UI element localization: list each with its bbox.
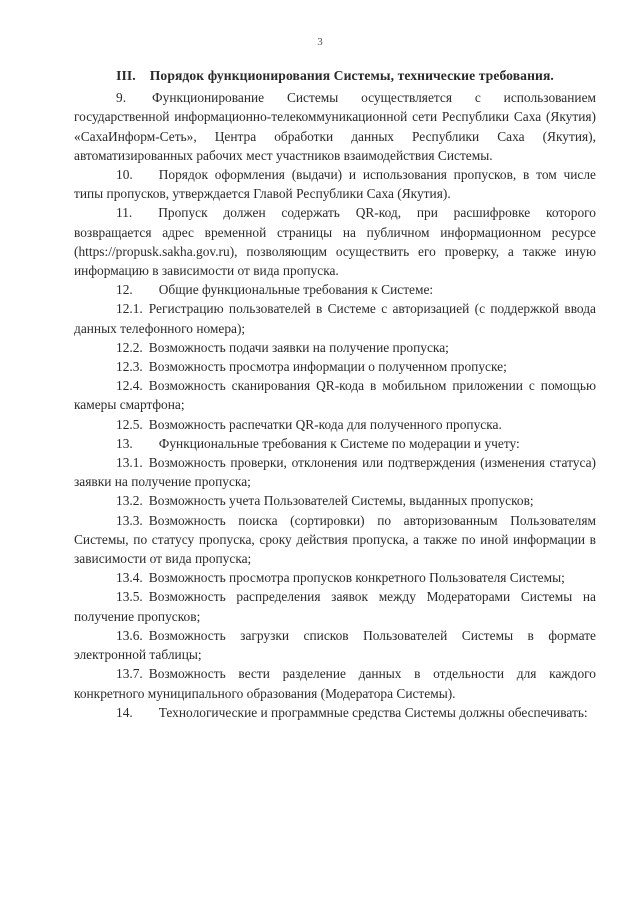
- paragraph-12-4: [74, 376, 596, 414]
- paragraph-number: 12.3.: [116, 359, 143, 375]
- section-title: Порядок функционирования Системы, технические требования.: [149, 68, 554, 83]
- paragraph-number: 13.: [116, 435, 133, 451]
- section-number: III.: [116, 68, 136, 83]
- paragraph-11: [74, 203, 596, 280]
- paragraph-number: 13.5.: [116, 589, 143, 605]
- paragraph-number: 12.4.: [116, 378, 143, 394]
- paragraph-number: 13.7.: [116, 666, 143, 682]
- paragraph-10: [74, 165, 596, 203]
- paragraph-14: [74, 703, 596, 722]
- paragraph-text: Возможность сканирования QR-кода в мобильном приложении с помощью камеры смартфона;: [74, 378, 596, 413]
- paragraph-13-6: [74, 626, 596, 664]
- paragraph-number: 12.5.: [116, 416, 143, 432]
- paragraph-number: 13.4.: [116, 570, 143, 586]
- paragraph-12-1: [74, 299, 596, 337]
- paragraph-13-3: [74, 511, 596, 569]
- paragraph-13-1: [74, 453, 596, 491]
- paragraph-12-3: [74, 357, 596, 376]
- paragraph-text: Возможность просмотра информации о полученном пропуске;: [148, 359, 507, 375]
- paragraph-text: Пропуск должен содержать QR-код, при расшифровке которого возвращается адрес временной страницы на публичном информационном ресурсе (https://propusk.sakha.gov.ru), позволяющим осуществить его проверку, а также иную информацию в зависимости от вида пропуска.: [74, 205, 596, 279]
- section-heading: [74, 66, 596, 85]
- paragraph-text: Порядок оформления (выдачи) и использования пропусков, в том числе типы пропусков, утверждается Главой Республики Саха (Якутия).: [74, 167, 596, 202]
- paragraph-number: 13.1.: [116, 455, 143, 471]
- paragraph-number: 12.2.: [116, 339, 143, 355]
- paragraph-text: Возможность просмотра пропусков конкретного Пользователя Системы;: [148, 570, 565, 586]
- paragraph-13: [74, 434, 596, 453]
- paragraph-9: [74, 88, 596, 165]
- paragraph-text: Общие функциональные требования к Системе:: [158, 282, 434, 298]
- page-number: 3: [317, 36, 323, 48]
- paragraph-12: [74, 280, 596, 299]
- paragraph-number: 13.3.: [116, 512, 143, 528]
- paragraph-text: Технологические и программные средства Системы должны обеспечивать:: [158, 704, 588, 720]
- paragraph-number: 11.: [116, 205, 133, 221]
- paragraph-text: Регистрацию пользователей в Системе с авторизацией (с поддержкой ввода данных телефонного номера);: [74, 301, 596, 336]
- paragraph-number: 13.6.: [116, 627, 143, 643]
- paragraph-text: Возможность подачи заявки на получение пропуска;: [148, 339, 449, 355]
- paragraph-text: Функционирование Системы осуществляется с использованием государственной информационно-телекоммуникационной сети Республики Саха (Якутия) «СахаИнформ-Сеть», Центра обработки данных Республики Саха (Якутия), автоматизированных рабочих мест участников взаимодействия Системы.: [74, 90, 596, 163]
- paragraph-number: 9.: [116, 90, 127, 106]
- paragraph-number: 13.2.: [116, 493, 143, 509]
- paragraph-12-2: [74, 338, 596, 357]
- paragraph-text: Возможность поиска (сортировки) по авторизованным Пользователям Системы, по статусу пропуска, сроку действия пропуска, а также по иной информации в зависимости от вида пропуска;: [74, 512, 596, 567]
- paragraph-number: 10.: [116, 167, 133, 183]
- paragraph-13-7: [74, 664, 596, 702]
- paragraph-text: Возможность проверки, отклонения или подтверждения (изменения статуса) заявки на получение пропуска;: [74, 455, 596, 490]
- paragraph-text: Возможность распечатки QR-кода для полученного пропуска.: [148, 416, 502, 432]
- paragraph-number: 14.: [116, 704, 133, 720]
- paragraph-text: Возможность загрузки списков Пользователей Системы в формате электронной таблицы;: [74, 627, 596, 663]
- paragraph-text: Функциональные требования к Системе по модерации и учету:: [158, 435, 520, 451]
- document-body: [74, 66, 596, 722]
- paragraph-number: 12.1.: [116, 301, 143, 317]
- paragraph-13-5: [74, 587, 596, 625]
- paragraph-12-5: [74, 415, 596, 434]
- paragraph-number: 12.: [116, 282, 133, 298]
- paragraph-text: Возможность учета Пользователей Системы, выданных пропусков;: [148, 493, 534, 509]
- paragraph-13-2: [74, 491, 596, 510]
- paragraph-text: Возможность распределения заявок между Модераторами Системы на получение пропусков;: [74, 589, 596, 624]
- paragraph-13-4: [74, 568, 596, 587]
- paragraph-text: Возможность вести разделение данных в отдельности для каждого конкретного муниципального образования (Модератора Системы).: [74, 666, 596, 701]
